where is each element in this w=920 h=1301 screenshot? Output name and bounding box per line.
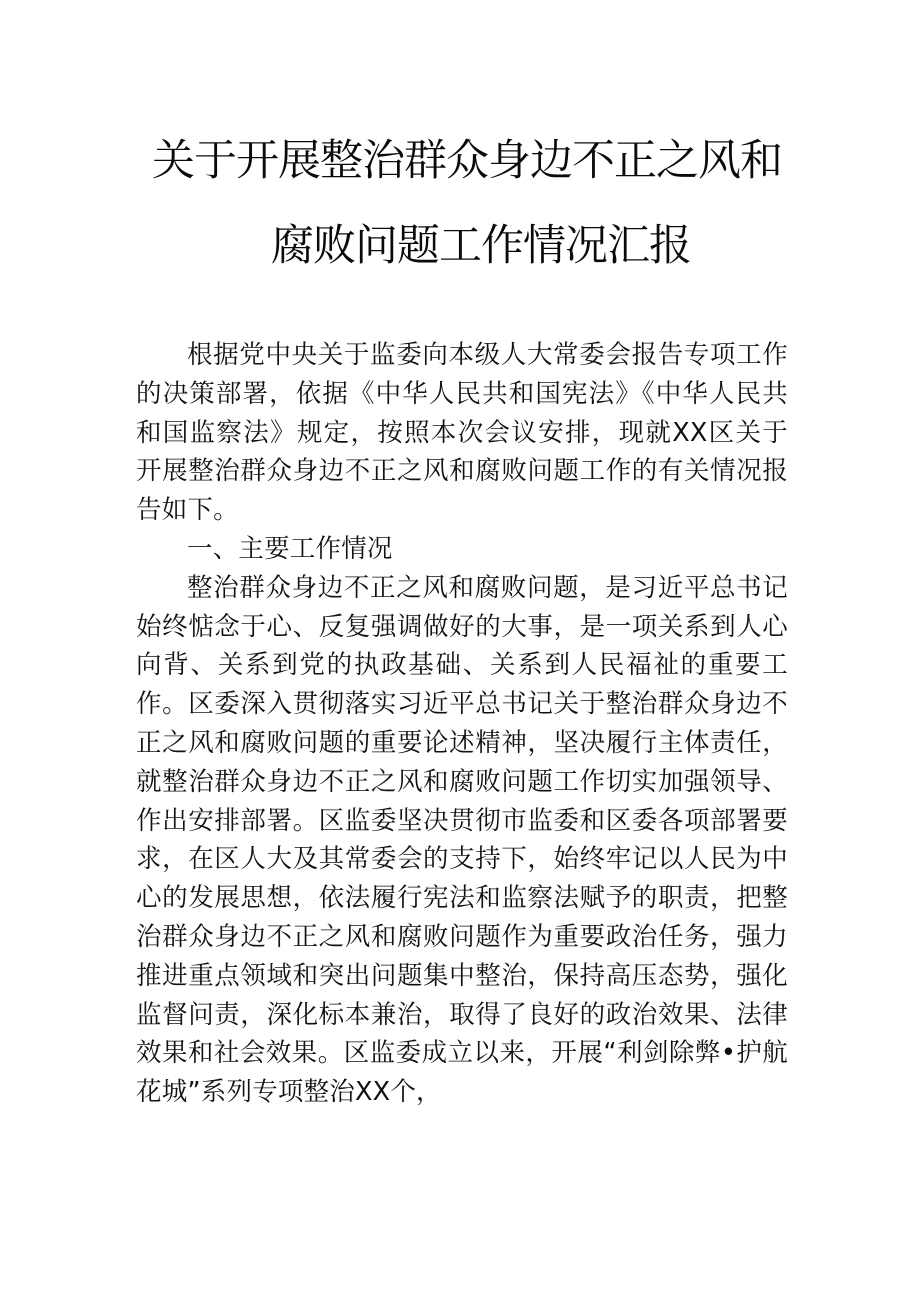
document-title-line-1: 关于开展整治群众身边不正之风和 [152, 136, 782, 186]
document-body [136, 336, 788, 1112]
document-title-line-2: 腐败问题工作情况汇报 [271, 221, 691, 271]
intro-paragraph: 根据党中央关于监委向本级人大常委会报告专项工作的决策部署，依据《中华人民共和国宪法》《中华人民共和国监察法》规定，按照本次会议安排，现就XX区关于开展整治群众身边不正之风和腐败问题工作的有关情况报告如下。 [136, 340, 788, 526]
section-paragraph-main-work: 整治群众身边不正之风和腐败问题，是习近平总书记始终惦念于心、反复强调做好的大事，是一项关系到人心向背、关系到党的执政基础、关系到人民福祉的重要工作。区委深入贯彻落实习近平总书记关于整治群众身边不正之风和腐败问题的重要论述精神，坚决履行主体责任，就整治群众身边不正之风和腐败问题工作切实加强领导、作出安排部署。区监委坚决贯彻市监委和区委各项部署要求，在区人大及其常委会的支持下，始终牢记以人民为中心的发展思想，依法履行宪法和监察法赋予的职责，把整治群众身边不正之风和腐败问题作为重要政治任务，强力推进重点领域和突出问题集中整治，保持高压态势，强化监督问责，深化标本兼治，取得了良好的政治效果、法律效果和社会效果。区监委成立以来，开展“利剑除弊•护航花城”系列专项整治XX个， [136, 572, 788, 1108]
section-heading-main-work: 一、主要工作情况 [187, 533, 393, 564]
